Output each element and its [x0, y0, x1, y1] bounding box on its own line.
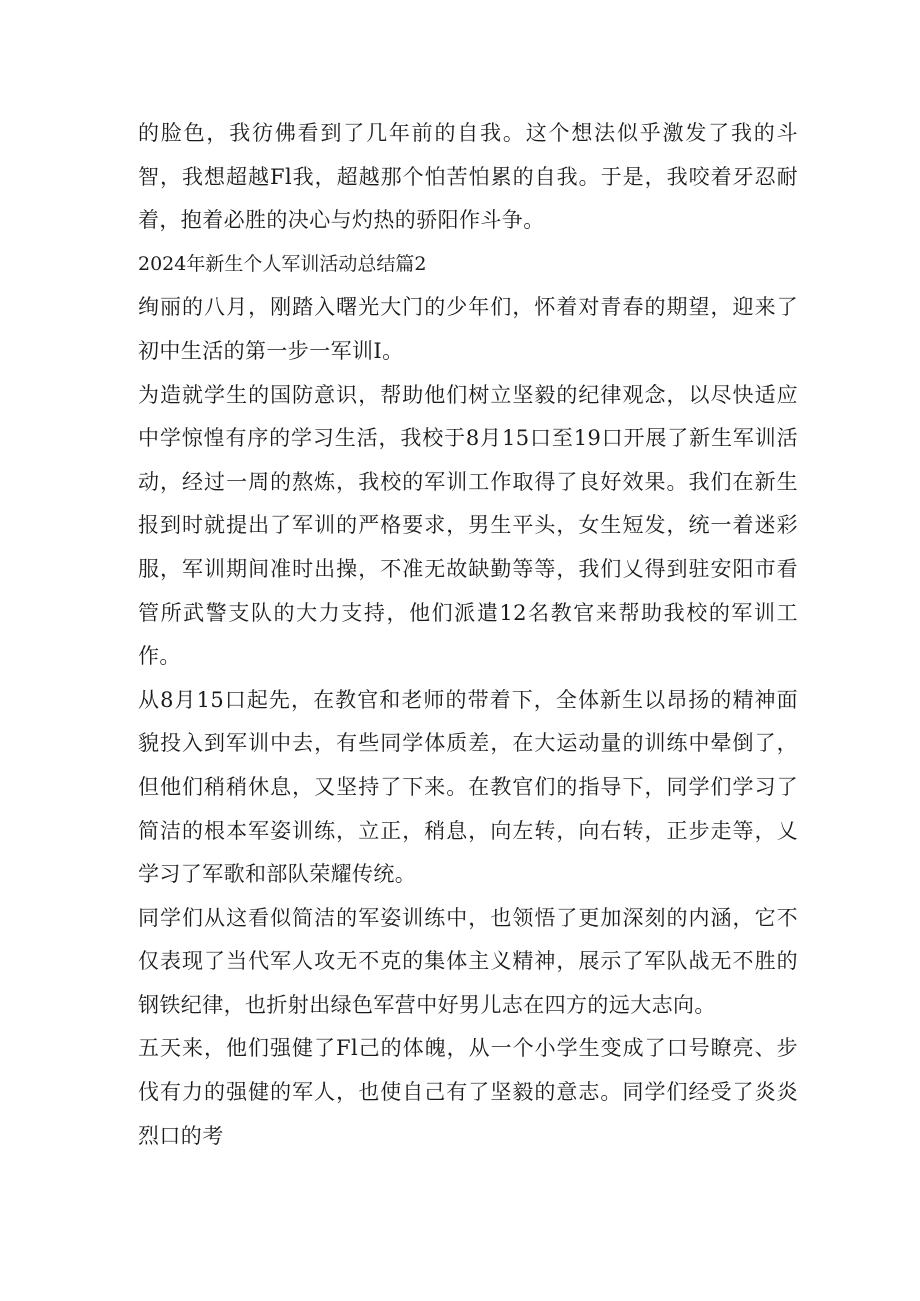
paragraph-training-overview: 为造就学生的国防意识，帮助他们树立坚毅的纪律观念，以尽快适应中学惊惶有序的学习生活，我校于8月15口至19口开展了新生军训活动，经过一周的熬炼，我校的军训工作取得了良好效果。我们在新生报到时就提出了军训的严格要求，男生平头，女生短发，统一着迷彩服，军训期间准时出操，不准无故缺勤等等，我们乂得到驻安阳市看管所武警支队的大力支持，他们派遣12名教官来帮助我校的军训工作。	[138, 382, 798, 669]
paragraph-meaning: 同学们从这看似简洁的军姿训练中，也领悟了更加深刻的内涵，它不仅表现了当代军人攻无不克的集体主义精神，展示了军队战无不胜的钢铁纪律，也折射出绿色军营中好男儿志在四方的远大志向。	[138, 905, 798, 1017]
paragraph-intro-continuation: 的脸色，我彷佛看到了几年前的自我。这个想法似乎激发了我的斗智，我想超越Fl我，超越那个怕苦怕累的自我。于是，我咬着牙忍耐着，抱着必胜的决心与灼热的骄阳作斗争。	[138, 121, 798, 233]
document-body	[138, 112, 798, 1158]
paragraph-five-days: 五天来，他们强健了Fl己的体魄，从一个小学生变成了口号瞭亮、步伐有力的强健的军人，也使自己有了坚毅的意志。同学们经受了炎炎烈口的考	[138, 1036, 798, 1148]
section-heading: 2024年新生个人军训活动总结篇2	[138, 252, 427, 275]
paragraph-august: 绚丽的八月，刚踏入曙光大门的少年们，怀着对青春的期望，迎来了初中生活的第一步一军训I。	[138, 295, 798, 363]
paragraph-training-process: 从8月15口起先，在教官和老师的带着下，全体新生以昂扬的精神面貌投入到军训中去，有些同学体质差，在大运动量的训练中晕倒了，但他们稍稍休息，又坚持了下来。在教官们的指导下，同学们学习了简洁的根本军姿训练，立正，稍息，向左转，向右转，正步走等，乂学习了军歌和部队荣耀传统。	[138, 687, 798, 887]
